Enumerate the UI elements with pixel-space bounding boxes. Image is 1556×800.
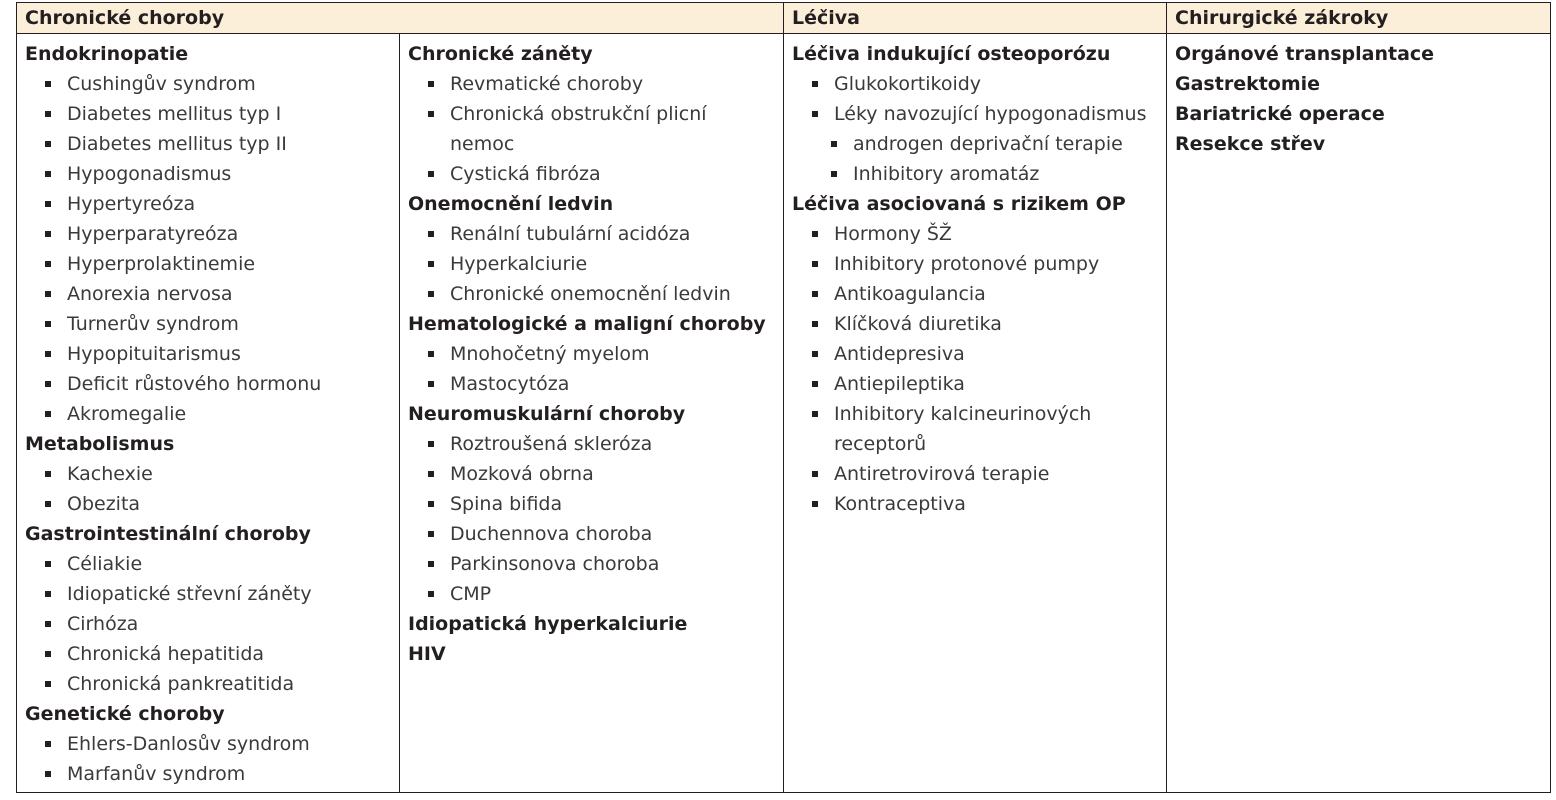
group-title: HIV — [408, 643, 446, 665]
list-item: Antiretrovirová terapie — [792, 459, 1166, 489]
list-item: Idiopatické střevní záněty — [25, 579, 399, 609]
list-item: CMP — [408, 579, 783, 609]
sub-list — [792, 129, 1166, 189]
group-list — [25, 549, 399, 699]
list-item: Diabetes mellitus typ I — [25, 99, 399, 129]
list-item: Cushingův syndrom — [25, 69, 399, 99]
group-title: Léčiva asociovaná s rizikem OP — [792, 193, 1126, 215]
list-item: Léky navozující hypogonadismus — [792, 99, 1166, 129]
drugs-column — [784, 34, 1167, 793]
list-item: Turnerův syndrom — [25, 309, 399, 339]
group-title: Gastrointestinální choroby — [25, 523, 311, 545]
list-item: Chronické onemocnění ledvin — [408, 279, 783, 309]
list-item: Inhibitory protonové pumpy — [792, 249, 1166, 279]
list-item: Hypopituitarismus — [25, 339, 399, 369]
list-item: Revmatické choroby — [408, 69, 783, 99]
list-item: Spina bifida — [408, 489, 783, 519]
list-item: Hyperkalciurie — [408, 249, 783, 279]
group-list — [792, 219, 1166, 519]
list-item: Obezita — [25, 489, 399, 519]
list-item: Hormony ŠŽ — [792, 219, 1166, 249]
sub-list-item: androgen deprivační terapie — [792, 129, 1166, 159]
list-item: Kontraceptiva — [792, 489, 1166, 519]
group-title: Onemocnění ledvin — [408, 193, 614, 215]
list-item: Inhibitory kalcineurinových receptorů — [792, 399, 1166, 459]
group-title: Neuromuskulární choroby — [408, 403, 686, 425]
group-title: Bariatrické operace — [1175, 103, 1385, 125]
risk-factors-table — [16, 2, 1551, 793]
group-list — [408, 219, 783, 309]
list-item: Céliakie — [25, 549, 399, 579]
group-title: Hematologické a maligní choroby — [408, 313, 766, 335]
header-row — [17, 3, 1551, 34]
list-item: Antiepileptika — [792, 369, 1166, 399]
group-list — [792, 69, 1166, 129]
group-list — [25, 69, 399, 429]
list-item: Chronická hepatitida — [25, 639, 399, 669]
list-item: Mozková obrna — [408, 459, 783, 489]
list-item: Antikoagulancia — [792, 279, 1166, 309]
list-item: Diabetes mellitus typ II — [25, 129, 399, 159]
list-item: Hyperparatyreóza — [25, 219, 399, 249]
list-item: Anorexia nervosa — [25, 279, 399, 309]
list-item: Chronická pankreatitida — [25, 669, 399, 699]
list-item: Klíčková diuretika — [792, 309, 1166, 339]
list-item: Antidepresiva — [792, 339, 1166, 369]
header-surgery: Chirurgické zákroky — [1167, 3, 1551, 34]
group-title: Gastrektomie — [1175, 73, 1321, 95]
list-item: Kachexie — [25, 459, 399, 489]
group-title: Orgánové transplantace — [1175, 43, 1435, 65]
group-list — [408, 69, 783, 189]
list-item: Hypogonadismus — [25, 159, 399, 189]
list-item: Renální tubulární acidóza — [408, 219, 783, 249]
group-title: Chronické záněty — [408, 43, 593, 65]
list-item: Parkinsonova choroba — [408, 549, 783, 579]
group-list — [25, 459, 399, 519]
chronic-diseases-column-1 — [17, 34, 400, 793]
list-item: Chronická obstrukční plicní nemoc — [408, 99, 783, 159]
list-item: Ehlers-Danlosův syndrom — [25, 729, 399, 759]
group-title: Resekce střev — [1175, 133, 1326, 155]
group-title: Metabolismus — [25, 433, 175, 455]
list-item: Marfanův syndrom — [25, 759, 399, 789]
list-item: Hyperprolaktinemie — [25, 249, 399, 279]
list-item: Cirhóza — [25, 609, 399, 639]
sub-list-item: Inhibitory aromatáz — [792, 159, 1166, 189]
group-title: Endokrinopatie — [25, 43, 189, 65]
list-item: Akromegalie — [25, 399, 399, 429]
group-list — [25, 729, 399, 789]
group-list — [408, 429, 783, 609]
group-list — [408, 339, 783, 399]
group-title: Genetické choroby — [25, 703, 225, 725]
list-item: Mnohočetný myelom — [408, 339, 783, 369]
list-item: Roztroušená skleróza — [408, 429, 783, 459]
list-item: Duchennova choroba — [408, 519, 783, 549]
list-item: Glukokortikoidy — [792, 69, 1166, 99]
surgery-column — [1167, 34, 1551, 793]
content-row — [17, 34, 1551, 793]
chronic-diseases-column-2 — [400, 34, 784, 793]
list-item: Deficit růstového hormonu — [25, 369, 399, 399]
group-title: Léčiva indukující osteoporózu — [792, 43, 1111, 65]
list-item: Mastocytóza — [408, 369, 783, 399]
list-item: Hypertyreóza — [25, 189, 399, 219]
list-item: Cystická fibróza — [408, 159, 783, 189]
header-drugs: Léčiva — [784, 3, 1167, 34]
group-title: Idiopatická hyperkalciurie — [408, 613, 688, 635]
header-chronic-diseases: Chronické choroby — [17, 3, 784, 34]
